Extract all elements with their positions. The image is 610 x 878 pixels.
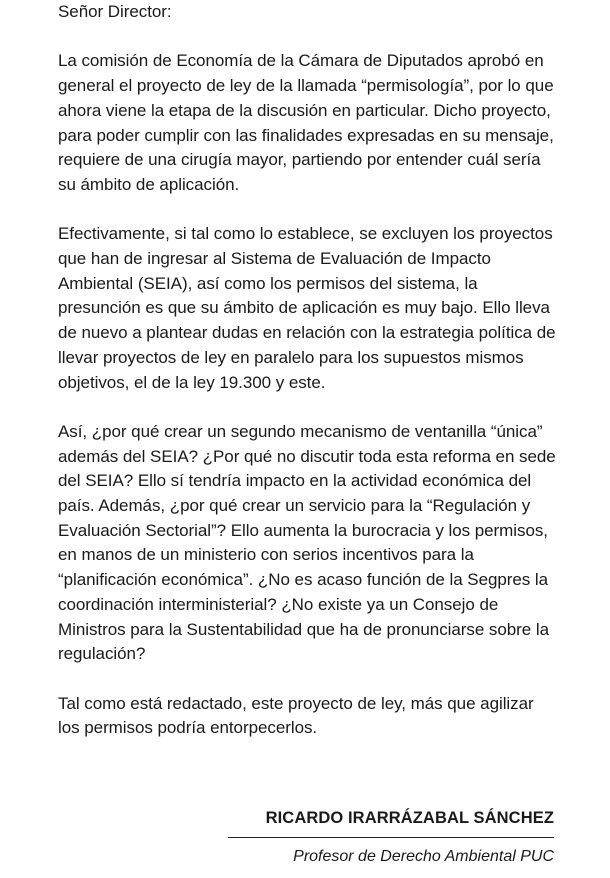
paragraph-2: Efectivamente, si tal como lo establece, se excluyen los proyectos que han de ingresar al Sistema de Evaluación de Impacto Ambiental (SEIA), así como los permisos del sistema, la presunción es que su ámbito de aplicación es muy bajo. Ello lleva de nuevo a plantear dudas en relación con la estrategia política de llevar proyectos de ley en paralelo para los supuestos mismos objetivos, el de la ley 19.300 y este. bbox=[58, 224, 556, 392]
letter-body bbox=[58, 0, 558, 741]
salutation: Señor Director: bbox=[58, 2, 172, 21]
signature-block bbox=[228, 806, 554, 868]
paragraph-3: Así, ¿por qué crear un segundo mecanismo de ventanilla “única” además del SEIA? ¿Por qué no discutir toda esta reforma en sede del SEIA? Ello sí tendría impacto en la actividad económica del país. Además, ¿por qué crear un servicio para la “Regulación y Evaluación Sectorial”? Ello aumenta la burocracia y los permisos, en manos de un ministerio con serios incentivos para la “planificación económica”. ¿No es acaso función de la Segpres la coordinación interministerial? ¿No existe ya un Consejo de Ministros para la Sustentabilidad que ha de pronunciarse sobre la regulación? bbox=[58, 421, 556, 664]
paragraph-1: La comisión de Economía de la Cámara de Diputados aprobó en general el proyecto de ley de la llamada “permisología”, por lo que ahora viene la etapa de la discusión en particular. Dicho proyecto, para poder cumplir con las finalidades expresadas en su mensaje, requiere de una cirugía mayor, partiendo por entender cuál sería su ámbito de aplicación. bbox=[58, 51, 554, 194]
author-name: RICARDO IRARRÁZABAL SÁNCHEZ bbox=[228, 806, 554, 838]
author-title: Profesor de Derecho Ambiental PUC bbox=[293, 848, 554, 865]
paragraph-4: Tal como está redactado, este proyecto de ley, más que agilizar los permisos podría entorpecerlos. bbox=[58, 693, 534, 738]
